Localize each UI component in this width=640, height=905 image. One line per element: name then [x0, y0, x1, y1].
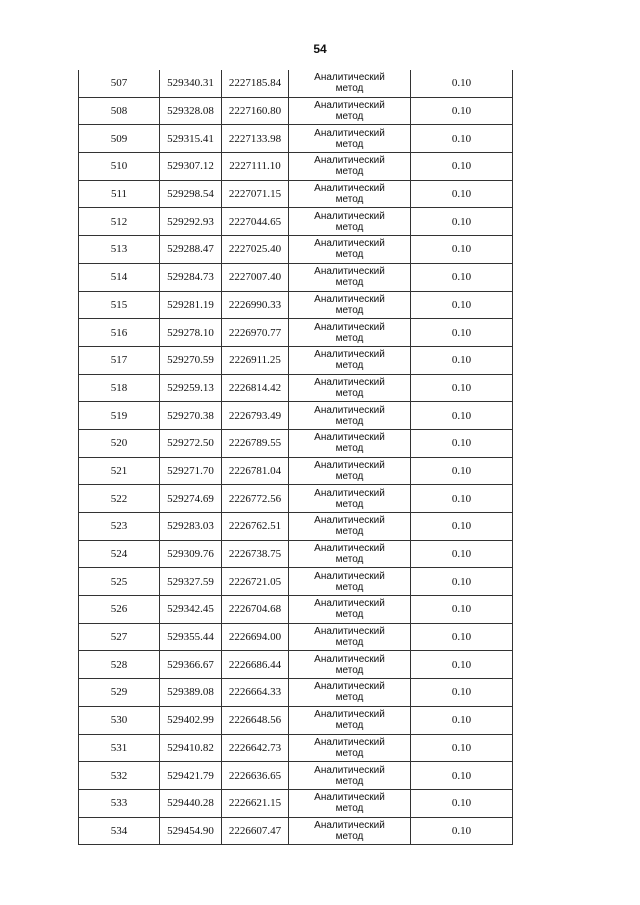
method-cell: [289, 180, 411, 208]
method-label-line2: метод: [335, 360, 364, 372]
method-label-line2: метод: [335, 609, 364, 621]
y-coordinate-cell: 2226686.44: [222, 651, 289, 679]
error-cell: 0.10: [411, 762, 513, 790]
point-number-cell: 509: [79, 125, 160, 153]
method-cell: [289, 706, 411, 734]
x-coordinate-cell: 529389.08: [160, 679, 222, 707]
error-cell: 0.10: [411, 153, 513, 181]
point-number-cell: 528: [79, 651, 160, 679]
error-cell: 0.10: [411, 706, 513, 734]
y-coordinate-cell: 2226721.05: [222, 568, 289, 596]
method-label-line2: метод: [335, 277, 364, 289]
method-cell: [289, 623, 411, 651]
x-coordinate-cell: 529283.03: [160, 513, 222, 541]
point-number-cell: 516: [79, 319, 160, 347]
y-coordinate-cell: 2226636.65: [222, 762, 289, 790]
error-cell: 0.10: [411, 319, 513, 347]
point-number-cell: 510: [79, 153, 160, 181]
method-label-line2: метод: [335, 692, 364, 704]
method-label-line1: Аналитический: [314, 293, 385, 305]
method-label-line1: Аналитический: [314, 210, 385, 222]
method-cell: [289, 70, 411, 97]
method-cell: [289, 402, 411, 430]
method-cell: [289, 513, 411, 541]
method-cell: [289, 97, 411, 125]
method-label-line2: метод: [335, 332, 364, 344]
method-label-line1: Аналитический: [314, 515, 385, 527]
method-label-line1: Аналитический: [314, 183, 385, 195]
method-label-line1: Аналитический: [314, 653, 385, 665]
method-label-line2: метод: [335, 581, 364, 593]
method-label-line1: Аналитический: [314, 404, 385, 416]
table-row: [79, 97, 513, 125]
table-row: [79, 180, 513, 208]
table-row: [79, 263, 513, 291]
x-coordinate-cell: 529270.38: [160, 402, 222, 430]
method-cell: [289, 153, 411, 181]
y-coordinate-cell: 2227185.84: [222, 70, 289, 97]
error-cell: 0.10: [411, 429, 513, 457]
point-number-cell: 534: [79, 817, 160, 845]
method-label-line2: метод: [335, 443, 364, 455]
method-cell: [289, 596, 411, 624]
method-label-line1: Аналитический: [314, 349, 385, 361]
point-number-cell: 526: [79, 596, 160, 624]
method-cell: [289, 346, 411, 374]
error-cell: 0.10: [411, 457, 513, 485]
error-cell: 0.10: [411, 817, 513, 845]
method-label-line2: метод: [335, 637, 364, 649]
method-label-line2: метод: [335, 554, 364, 566]
point-number-cell: 508: [79, 97, 160, 125]
method-label-line1: Аналитический: [314, 155, 385, 167]
x-coordinate-cell: 529271.70: [160, 457, 222, 485]
method-label-line2: метод: [335, 194, 364, 206]
error-cell: 0.10: [411, 70, 513, 97]
error-cell: 0.10: [411, 125, 513, 153]
method-label-line2: метод: [335, 526, 364, 538]
x-coordinate-cell: 529309.76: [160, 540, 222, 568]
x-coordinate-cell: 529278.10: [160, 319, 222, 347]
y-coordinate-cell: 2226781.04: [222, 457, 289, 485]
table-row: [79, 817, 513, 845]
x-coordinate-cell: 529342.45: [160, 596, 222, 624]
method-label-line1: Аналитический: [314, 792, 385, 804]
method-cell: [289, 208, 411, 236]
error-cell: 0.10: [411, 485, 513, 513]
x-coordinate-cell: 529288.47: [160, 236, 222, 264]
point-number-cell: 512: [79, 208, 160, 236]
y-coordinate-cell: 2226762.51: [222, 513, 289, 541]
method-label-line1: Аналитический: [314, 266, 385, 278]
table-row: [79, 485, 513, 513]
x-coordinate-cell: 529328.08: [160, 97, 222, 125]
table-row: [79, 374, 513, 402]
method-label-line2: метод: [335, 720, 364, 732]
x-coordinate-cell: 529440.28: [160, 789, 222, 817]
y-coordinate-cell: 2227071.15: [222, 180, 289, 208]
y-coordinate-cell: 2226772.56: [222, 485, 289, 513]
method-label-line1: Аналитический: [314, 72, 385, 84]
x-coordinate-cell: 529284.73: [160, 263, 222, 291]
table-row: [79, 236, 513, 264]
y-coordinate-cell: 2226793.49: [222, 402, 289, 430]
y-coordinate-cell: 2227133.98: [222, 125, 289, 153]
method-cell: [289, 817, 411, 845]
table-row: [79, 513, 513, 541]
x-coordinate-cell: 529281.19: [160, 291, 222, 319]
error-cell: 0.10: [411, 374, 513, 402]
y-coordinate-cell: 2226704.68: [222, 596, 289, 624]
page-number: 54: [313, 42, 327, 56]
y-coordinate-cell: 2226738.75: [222, 540, 289, 568]
method-label-line1: Аналитический: [314, 432, 385, 444]
y-coordinate-cell: 2226607.47: [222, 817, 289, 845]
method-label-line2: метод: [335, 138, 364, 150]
y-coordinate-cell: 2227160.80: [222, 97, 289, 125]
point-number-cell: 525: [79, 568, 160, 596]
error-cell: 0.10: [411, 180, 513, 208]
method-cell: [289, 679, 411, 707]
table-row: [79, 346, 513, 374]
table-row: [79, 623, 513, 651]
method-label-line2: метод: [335, 747, 364, 759]
x-coordinate-cell: 529327.59: [160, 568, 222, 596]
method-label-line2: метод: [335, 775, 364, 787]
point-number-cell: 522: [79, 485, 160, 513]
error-cell: 0.10: [411, 679, 513, 707]
point-number-cell: 519: [79, 402, 160, 430]
table-row: [79, 568, 513, 596]
error-cell: 0.10: [411, 540, 513, 568]
method-label-line1: Аналитический: [314, 570, 385, 582]
point-number-cell: 511: [79, 180, 160, 208]
method-label-line1: Аналитический: [314, 321, 385, 333]
method-cell: [289, 125, 411, 153]
method-cell: [289, 236, 411, 264]
y-coordinate-cell: 2227044.65: [222, 208, 289, 236]
method-label-line2: метод: [335, 111, 364, 123]
y-coordinate-cell: 2226789.55: [222, 429, 289, 457]
x-coordinate-cell: 529259.13: [160, 374, 222, 402]
error-cell: 0.10: [411, 97, 513, 125]
method-cell: [289, 457, 411, 485]
error-cell: 0.10: [411, 291, 513, 319]
error-cell: 0.10: [411, 208, 513, 236]
method-cell: [289, 485, 411, 513]
method-cell: [289, 263, 411, 291]
method-label-line2: метод: [335, 470, 364, 482]
method-label-line1: Аналитический: [314, 238, 385, 250]
method-label-line1: Аналитический: [314, 819, 385, 831]
method-label-line1: Аналитический: [314, 459, 385, 471]
table-row: [79, 402, 513, 430]
method-label-line2: метод: [335, 304, 364, 316]
table-row: [79, 679, 513, 707]
method-cell: [289, 429, 411, 457]
method-label-line2: метод: [335, 803, 364, 815]
table-row: [79, 734, 513, 762]
error-cell: 0.10: [411, 651, 513, 679]
table-row: [79, 125, 513, 153]
table-row: [79, 319, 513, 347]
method-cell: [289, 568, 411, 596]
error-cell: 0.10: [411, 346, 513, 374]
method-cell: [289, 291, 411, 319]
x-coordinate-cell: 529402.99: [160, 706, 222, 734]
method-cell: [289, 540, 411, 568]
coordinates-table-body: [79, 70, 513, 845]
table-row: [79, 596, 513, 624]
point-number-cell: 515: [79, 291, 160, 319]
point-number-cell: 514: [79, 263, 160, 291]
point-number-cell: 531: [79, 734, 160, 762]
y-coordinate-cell: 2226648.56: [222, 706, 289, 734]
method-cell: [289, 319, 411, 347]
y-coordinate-cell: 2227025.40: [222, 236, 289, 264]
y-coordinate-cell: 2226970.77: [222, 319, 289, 347]
y-coordinate-cell: 2226621.15: [222, 789, 289, 817]
method-label-line1: Аналитический: [314, 100, 385, 112]
error-cell: 0.10: [411, 596, 513, 624]
method-cell: [289, 734, 411, 762]
x-coordinate-cell: 529366.67: [160, 651, 222, 679]
x-coordinate-cell: 529340.31: [160, 70, 222, 97]
method-label-line1: Аналитический: [314, 543, 385, 555]
method-label-line2: метод: [335, 166, 364, 178]
method-cell: [289, 651, 411, 679]
y-coordinate-cell: 2227007.40: [222, 263, 289, 291]
method-label-line1: Аналитический: [314, 709, 385, 721]
method-cell: [289, 789, 411, 817]
point-number-cell: 517: [79, 346, 160, 374]
y-coordinate-cell: 2226814.42: [222, 374, 289, 402]
error-cell: 0.10: [411, 402, 513, 430]
y-coordinate-cell: 2226664.33: [222, 679, 289, 707]
y-coordinate-cell: 2226911.25: [222, 346, 289, 374]
y-coordinate-cell: 2226694.00: [222, 623, 289, 651]
method-label-line2: метод: [335, 221, 364, 233]
point-number-cell: 521: [79, 457, 160, 485]
y-coordinate-cell: 2226990.33: [222, 291, 289, 319]
x-coordinate-cell: 529454.90: [160, 817, 222, 845]
point-number-cell: 507: [79, 70, 160, 97]
method-label-line2: метод: [335, 83, 364, 95]
y-coordinate-cell: 2227111.10: [222, 153, 289, 181]
point-number-cell: 524: [79, 540, 160, 568]
method-label-line1: Аналитический: [314, 127, 385, 139]
error-cell: 0.10: [411, 734, 513, 762]
point-number-cell: 527: [79, 623, 160, 651]
point-number-cell: 513: [79, 236, 160, 264]
table-row: [79, 540, 513, 568]
method-label-line1: Аналитический: [314, 598, 385, 610]
point-number-cell: 533: [79, 789, 160, 817]
x-coordinate-cell: 529292.93: [160, 208, 222, 236]
method-label-line2: метод: [335, 830, 364, 842]
x-coordinate-cell: 529274.69: [160, 485, 222, 513]
x-coordinate-cell: 529298.54: [160, 180, 222, 208]
x-coordinate-cell: 529410.82: [160, 734, 222, 762]
table-row: [79, 291, 513, 319]
error-cell: 0.10: [411, 513, 513, 541]
method-label-line2: метод: [335, 415, 364, 427]
y-coordinate-cell: 2226642.73: [222, 734, 289, 762]
method-cell: [289, 374, 411, 402]
x-coordinate-cell: 529307.12: [160, 153, 222, 181]
coordinates-table: [78, 70, 513, 845]
point-number-cell: 532: [79, 762, 160, 790]
method-label-line2: метод: [335, 498, 364, 510]
x-coordinate-cell: 529272.50: [160, 429, 222, 457]
method-label-line1: Аналитический: [314, 681, 385, 693]
point-number-cell: 529: [79, 679, 160, 707]
error-cell: 0.10: [411, 789, 513, 817]
x-coordinate-cell: 529315.41: [160, 125, 222, 153]
x-coordinate-cell: 529355.44: [160, 623, 222, 651]
error-cell: 0.10: [411, 568, 513, 596]
point-number-cell: 520: [79, 429, 160, 457]
error-cell: 0.10: [411, 623, 513, 651]
point-number-cell: 530: [79, 706, 160, 734]
table-row: [79, 789, 513, 817]
table-row: [79, 153, 513, 181]
method-label-line1: Аналитический: [314, 487, 385, 499]
method-label-line2: метод: [335, 387, 364, 399]
method-label-line1: Аналитический: [314, 764, 385, 776]
error-cell: 0.10: [411, 263, 513, 291]
table-row: [79, 706, 513, 734]
error-cell: 0.10: [411, 236, 513, 264]
table-row: [79, 762, 513, 790]
method-label-line1: Аналитический: [314, 736, 385, 748]
table-row: [79, 651, 513, 679]
point-number-cell: 523: [79, 513, 160, 541]
x-coordinate-cell: 529421.79: [160, 762, 222, 790]
method-label-line1: Аналитический: [314, 626, 385, 638]
method-label-line2: метод: [335, 664, 364, 676]
table-row: [79, 70, 513, 97]
table-row: [79, 208, 513, 236]
table-row: [79, 457, 513, 485]
method-label-line2: метод: [335, 249, 364, 261]
x-coordinate-cell: 529270.59: [160, 346, 222, 374]
method-label-line1: Аналитический: [314, 376, 385, 388]
point-number-cell: 518: [79, 374, 160, 402]
table-row: [79, 429, 513, 457]
method-cell: [289, 762, 411, 790]
